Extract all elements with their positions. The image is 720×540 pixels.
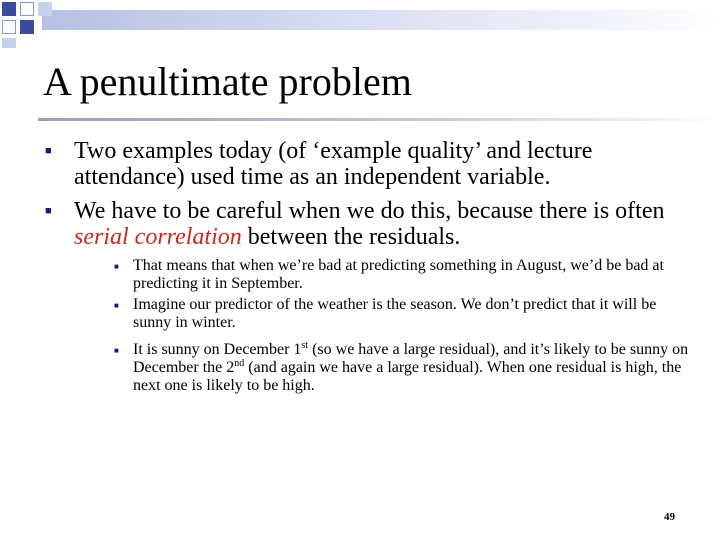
corner-square-filled — [2, 2, 16, 16]
sub-bullet-text-august: That means that when we’re bad at predicting something in August, we’d be bad at predicting it in September. — [133, 257, 664, 292]
square-bullet-icon: ■ — [114, 262, 119, 271]
emphasis-serial-correlation: serial correlation — [74, 224, 242, 250]
bullet-text-part: We have to be careful when we do this, because there is often — [74, 198, 665, 224]
title-divider — [38, 118, 720, 121]
square-bullet-icon: ■ — [114, 346, 119, 355]
slide-title: A penultimate problem — [43, 59, 412, 104]
sub-bullet-text-part: (and again we have a large residual). When one residual is high, the next one is likely to be high. — [133, 359, 682, 394]
superscript-nd: nd — [234, 358, 245, 369]
square-bullet-icon: ■ — [114, 301, 119, 310]
bullet-text-serial-correlation — [74, 198, 704, 250]
corner-square-filled — [20, 20, 34, 34]
bullet-text-part: between the residuals. — [241, 224, 461, 250]
corner-square-light — [38, 2, 52, 16]
corner-square-light — [2, 38, 16, 48]
sub-bullet-text-season: Imagine our predictor of the weather is the season. We don’t predict that it will be sunny in winter. — [133, 296, 657, 331]
corner-square-outline — [20, 2, 34, 16]
superscript-st: st — [301, 340, 309, 351]
bullet-text-time-variable: Two examples today (of ‘example quality’ and lecture attendance) used time as an independent variable. — [74, 138, 593, 190]
corner-decoration — [0, 0, 720, 50]
square-bullet-icon: ■ — [45, 205, 52, 217]
square-bullet-icon: ■ — [45, 145, 52, 157]
corner-square-outline — [2, 20, 16, 34]
sub-bullet-text-part: It is sunny on December 1 — [133, 341, 302, 358]
sub-bullet-text-part: (so we have a large residual), and it’s likely to be sunny on December the 2 — [133, 341, 689, 376]
header-gradient-band — [42, 10, 720, 30]
page-number: 49 — [664, 511, 675, 523]
sub-bullet-text-december — [133, 341, 693, 395]
